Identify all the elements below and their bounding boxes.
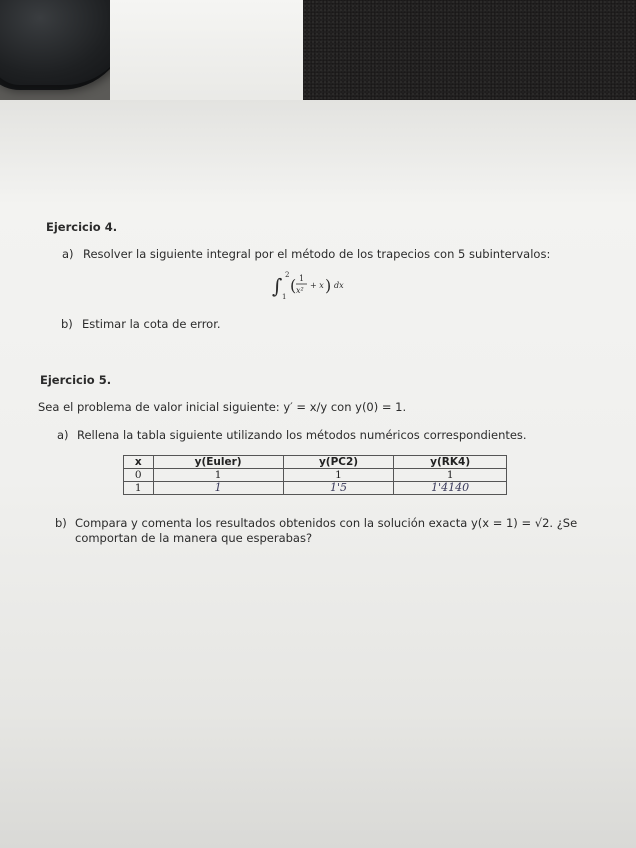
table-cell: 1	[153, 469, 283, 482]
handwritten-cell: 1	[153, 482, 283, 495]
svg-text:): )	[325, 276, 332, 295]
exercise-4-b-text: Estimar la cota de error.	[82, 317, 221, 331]
integral-expression	[270, 266, 360, 306]
table-row	[124, 469, 507, 482]
exercise-4-a-text: Resolver la siguiente integral por el método de los trapecios con 5 subintervalos:	[83, 247, 551, 261]
fraction-numerator: 1	[299, 274, 305, 283]
integral-upper-limit: 2	[285, 271, 290, 279]
table-header-rk4: y(RK4)	[394, 456, 507, 469]
exercise-5-b-text-line1: Compara y comenta los resultados obtenidos con la solución exacta y(x = 1) = √2. ¿Se	[75, 516, 578, 530]
results-table	[123, 455, 507, 495]
table-header-euler: y(Euler)	[153, 456, 283, 469]
svg-text:∫: ∫	[272, 274, 283, 298]
handwritten-cell: 1'5	[283, 482, 394, 495]
fraction-denominator: x²	[296, 286, 304, 295]
exercise-5-b-text-line2: comportan de la manera que esperabas?	[75, 531, 313, 545]
table-cell: 1	[124, 482, 154, 495]
exercise-5-a-label: a)	[57, 428, 69, 442]
table-cell: 0	[124, 469, 154, 482]
exercise-4-b-label: b)	[61, 317, 73, 331]
exercise-5-a-text: Rellena la tabla siguiente utilizando los métodos numéricos correspondientes.	[77, 428, 527, 442]
handwritten-cell: 1'4140	[394, 482, 507, 495]
table-cell: 1	[394, 469, 507, 482]
exercise-5-b-label: b)	[55, 516, 67, 530]
background-light-surface	[110, 0, 305, 105]
table-cell: 1	[283, 469, 394, 482]
plus-term: + x	[310, 281, 324, 290]
dx-term: dx	[334, 281, 344, 290]
table-header-pc2: y(PC2)	[283, 456, 394, 469]
exercise-4-a-label: a)	[62, 247, 74, 261]
table-row	[124, 482, 507, 495]
exercise-5-intro: Sea el problema de valor inicial siguiente: y′ = x/y con y(0) = 1.	[38, 400, 407, 414]
exercise-5-title: Ejercicio 5.	[40, 373, 112, 387]
integral-lower-limit: 1	[282, 293, 287, 301]
svg-text:(: (	[290, 276, 297, 295]
table-header-row	[124, 456, 507, 469]
exercise-4-title: Ejercicio 4.	[46, 220, 118, 234]
table-header-x: x	[124, 456, 154, 469]
background-dark-fabric	[303, 0, 636, 102]
